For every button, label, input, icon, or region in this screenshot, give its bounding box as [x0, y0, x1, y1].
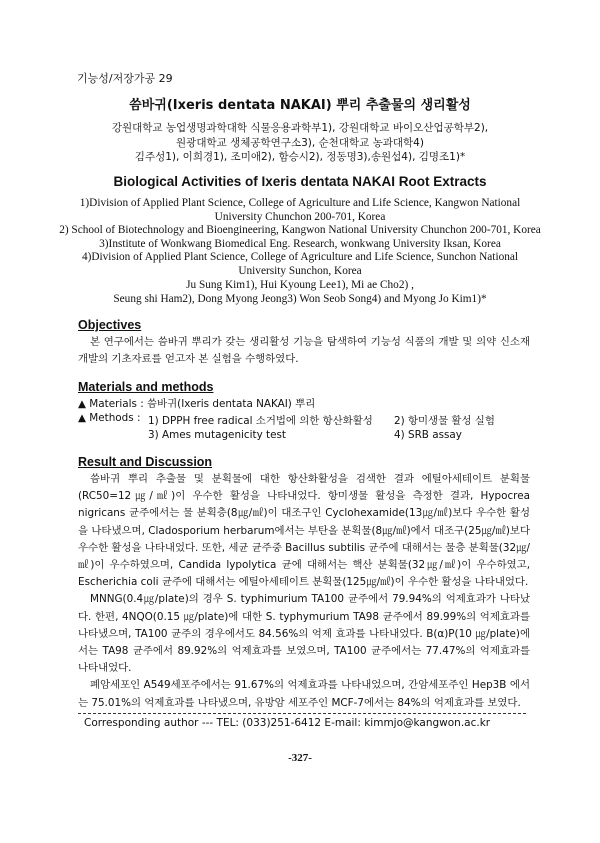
- results-text: [78, 471, 530, 712]
- korean-affiliation-line2: 원광대학교 생체공학연구소3), 순천대학교 농과대학4): [176, 137, 424, 149]
- english-authors-line2: Seung shi Ham2), Dong Myong Jeong3) Won Seob Song4) and Myong Jo Kim1)*: [113, 293, 487, 305]
- results-paragraph: MNNG(0.4㎍/plate)의 경우 S. typhimurium TA100 균주에서 79.94%의 억제효과가 나타났다. 한편, 4NQO(0.15 ㎍/plate)에 대한 S. typhymurium TA98 균주에서 89.99%의 억제효과를 나타냈으며, TA100 균주의 경우에서도 84.56%의 억제 효과를 나타내었다. B(α)P(10 ㎍/plate)에서는 TA98 균주에서 89.92%의 억제효과를 보였으며, TA100 균주에서는 77.47%의 억제효과를 나타내었다.: [78, 593, 530, 675]
- objectives-text: [78, 334, 530, 368]
- korean-authors: 김주성1), 이희경1), 조미애2), 함승시2), 정동명3),송원섭4), 김명조1)*: [134, 151, 466, 163]
- results-paragraph: 씀바귀 뿌리 추출물 및 분획물에 대한 항산화활성을 검색한 결과 에틸아세테이트 분획물(RC50=12㎍/㎖)이 우수한 활성을 나타내었다. 항미생물 활성을 측정한 결과, Hypocrea nigricans 균주에서는 물 분획층(8㎍/㎖)이 대조구인 Cyclohexamide(13㎍/㎖)보다 우수한 활성을 나타냈으며, Cladosporium herbarum에서는 부탄올 분획물(8㎍/㎖)에서 대조구(25㎍/㎖)보다 우수한 활성을 나타내었다. 또한, 세균 균주중 Bacillus subtilis 균주에 대해서는 물층 분획물(32㎍/㎖)이 우수하였으며, Candida lypolytica 균에 대해서는 핵산 분획물(32㎍/㎖)이 우수하였고, Escherichia coli 균주에 대해서는 에틸아세테이트 분획물(125㎍/㎖)이 우수한 활성을 나타내었다.: [78, 473, 530, 589]
- results-paragraph: 폐암세포인 A549세포주에서는 91.67%의 억제효과를 나타내었으며, 간암세포주인 Hep3B 에서는 75.01%의 억제효과를 나타냈으며, 유방암 세포주인 MCF-7에서는 84%의 억제효과를 보였다.: [78, 679, 530, 709]
- english-affiliation-line: University Chunchon 200-701, Korea: [214, 211, 386, 223]
- objectives-paragraph: 본 연구에서는 씀바귀 뿌리가 갖는 생리활성 기능을 탐색하여 기능성 식품의 개발 및 의약 신소재 개발의 기초자료를 얻고자 본 실험을 수행하였다.: [78, 336, 530, 366]
- english-affiliation-line: University Sunchon, Korea: [238, 265, 362, 277]
- korean-affiliation-line1: 강원대학교 농업생명과학대학 식물응용과학부1), 강원대학교 바이오산업공학부2),: [111, 122, 489, 134]
- english-affiliation-line: 2) School of Biotechnology and Bioengineering, Kangwon National University Chunchon 200-701, Korea: [59, 224, 541, 236]
- corresponding-author: Corresponding author --- TEL: (033)251-6412 E-mail: kimmjo@kangwon.ac.kr: [84, 717, 491, 729]
- method-item: 4) SRB assay: [394, 429, 462, 441]
- english-affiliation-line: 3)Institute of Wonkwang Biomedical Eng. Research, wonkwang University Iksan, Korea: [99, 238, 501, 250]
- english-affiliation-line: 1)Division of Applied Plant Science, College of Agriculture and Life Science, Kangwon National: [79, 197, 521, 209]
- section-header-label: 기능성/저장가공 29: [77, 72, 173, 85]
- methods-heading: Materials and methods: [78, 380, 214, 394]
- method-item: 3) Ames mutagenicity test: [148, 429, 286, 441]
- results-heading: Result and Discussion: [78, 455, 213, 469]
- korean-title: 씀바귀(Ixeris dentata NAKAI) 뿌리 추출물의 생리활성: [129, 98, 471, 113]
- materials-line: ▲ Materials : 씀바귀(Ixeris dentata NAKAI) 뿌리: [78, 398, 316, 410]
- english-affiliation-line: 4)Division of Applied Plant Science, College of Agriculture and Life Science, Sunchon National: [81, 251, 519, 263]
- page-number: -327-: [288, 752, 312, 764]
- footnote-divider: [78, 713, 526, 714]
- english-authors-line1: Ju Sung Kim1), Hui Kyoung Lee1), Mi ae Cho2) ,: [186, 279, 414, 291]
- method-item: 1) DPPH free radical 소거법에 의한 항산화활성: [148, 415, 373, 427]
- objectives-heading: Objectives: [78, 318, 142, 332]
- methods-label: ▲ Methods :: [78, 412, 141, 424]
- english-title: Biological Activities of Ixeris dentata NAKAI Root Extracts: [113, 174, 487, 189]
- method-item: 2) 항미생물 활성 실험: [394, 415, 495, 427]
